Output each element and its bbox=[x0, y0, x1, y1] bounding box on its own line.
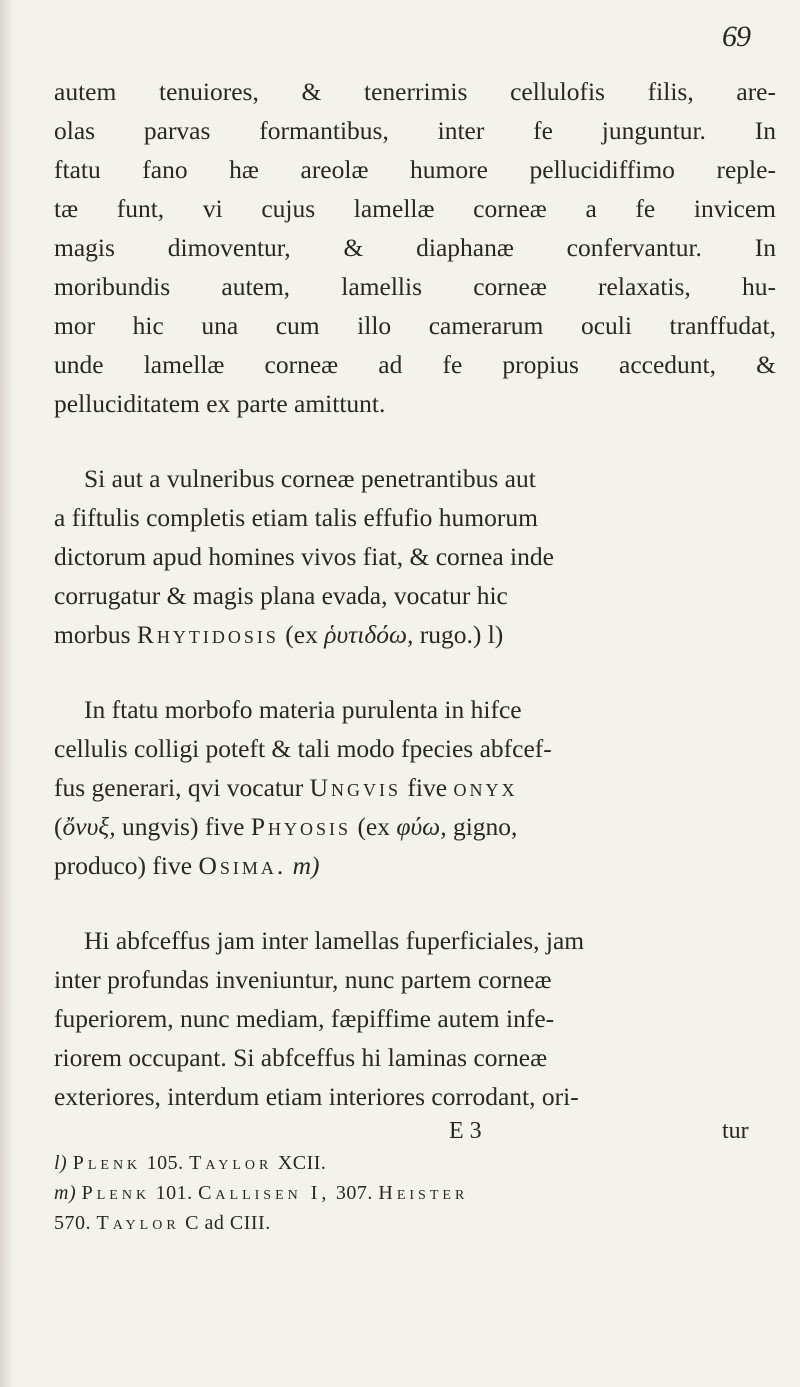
author-name: Plenk bbox=[81, 1182, 151, 1204]
word: diaphanæ bbox=[416, 233, 514, 262]
word: & bbox=[756, 350, 776, 379]
text-line: dictorum apud homines vivos fiat, & cornea inde bbox=[54, 542, 554, 571]
word: corneæ bbox=[473, 194, 547, 223]
footnote-mark: m) bbox=[54, 1182, 77, 1204]
word: inter bbox=[437, 116, 485, 145]
word: junguntur. bbox=[601, 116, 706, 145]
word: corneæ bbox=[473, 272, 547, 301]
greek-word: φύω, bbox=[396, 812, 447, 841]
word: hu- bbox=[742, 272, 776, 301]
text-line bbox=[54, 189, 776, 228]
greek-word: ῥυτιδόω, bbox=[324, 620, 414, 649]
paragraph-1 bbox=[54, 72, 776, 423]
text-line bbox=[54, 306, 776, 345]
text-line: a fiftulis completis etiam talis effufio humorum bbox=[54, 503, 538, 532]
text-fragment: XCII. bbox=[272, 1152, 327, 1174]
paragraph-gap bbox=[54, 654, 776, 690]
word: confervantur. bbox=[566, 233, 702, 262]
word: ad bbox=[378, 350, 403, 379]
text-line bbox=[54, 267, 776, 306]
word: & bbox=[343, 233, 364, 262]
paragraph-3 bbox=[54, 690, 776, 885]
word: hic bbox=[132, 311, 164, 340]
page-number: 69 bbox=[722, 20, 750, 53]
word: camerarum bbox=[428, 311, 544, 340]
word: magis bbox=[54, 233, 115, 262]
word: humore bbox=[410, 155, 488, 184]
author-name: Heister bbox=[378, 1182, 469, 1204]
word: formantibus, bbox=[259, 116, 389, 145]
disease-term: Ungvis bbox=[309, 773, 402, 802]
word: fe bbox=[635, 194, 656, 223]
text-line-with-term bbox=[54, 807, 776, 846]
footnotes bbox=[54, 1148, 776, 1238]
word: lamellis bbox=[341, 272, 422, 301]
text-fragment: ungvis) five bbox=[115, 812, 251, 841]
word: oculi bbox=[580, 311, 632, 340]
text-fragment: gigno, bbox=[446, 812, 518, 841]
footnote-mark: l) bbox=[54, 1152, 68, 1174]
word: tæ bbox=[54, 194, 79, 223]
footnote bbox=[54, 1148, 776, 1178]
catchword: tur bbox=[722, 1118, 749, 1144]
text-fragment: m) bbox=[286, 851, 320, 880]
page-edge-shadow bbox=[0, 0, 14, 1387]
disease-term: Phyosis bbox=[250, 812, 352, 841]
text-fragment: rugo.) l) bbox=[413, 620, 504, 649]
text-line: In ftatu morbofo materia purulenta in hifce bbox=[84, 695, 522, 724]
signature-mark: E 3 bbox=[449, 1118, 482, 1144]
word: autem, bbox=[221, 272, 291, 301]
word: tranffudat, bbox=[669, 311, 776, 340]
word: areolæ bbox=[300, 155, 369, 184]
word: reple- bbox=[716, 155, 776, 184]
word: tenuiores, bbox=[158, 77, 259, 106]
word: fe bbox=[533, 116, 553, 145]
word: & bbox=[301, 77, 322, 106]
word: pellucidiffimo bbox=[529, 155, 675, 184]
paragraph-2 bbox=[54, 459, 776, 654]
text-line: cellulis colligi poteft & tali modo fpecies abfcef- bbox=[54, 734, 552, 763]
text-fragment: 307. bbox=[330, 1182, 379, 1204]
text-line bbox=[54, 111, 776, 150]
author-name: Callisen I, bbox=[198, 1182, 331, 1204]
word: unde bbox=[54, 350, 104, 379]
text-line bbox=[54, 228, 776, 267]
text-fragment: (ex bbox=[351, 812, 397, 841]
word: mor bbox=[54, 311, 96, 340]
greek-word: ὄνυξ, bbox=[62, 812, 116, 841]
text-line: fuperiorem, nunc mediam, fæpiffime autem infe- bbox=[54, 1004, 555, 1033]
disease-term: onyx bbox=[453, 773, 518, 802]
text-line: Si aut a vulneribus corneæ penetrantibus aut bbox=[84, 464, 536, 493]
word: olas bbox=[54, 116, 96, 145]
author-name: Taylor bbox=[96, 1212, 180, 1234]
text-line: corrugatur & magis plana evada, vocatur hic bbox=[54, 581, 508, 610]
word: lamellæ bbox=[143, 350, 225, 379]
word: propius bbox=[502, 350, 579, 379]
word: filis, bbox=[647, 77, 694, 106]
word: una bbox=[201, 311, 239, 340]
signature-line bbox=[54, 1116, 776, 1146]
word: parvas bbox=[143, 116, 211, 145]
text-line-with-term bbox=[54, 615, 776, 654]
word: funt, bbox=[116, 194, 165, 223]
text-fragment: 105. bbox=[141, 1152, 190, 1174]
word: hæ bbox=[229, 155, 259, 184]
word: In bbox=[754, 233, 776, 262]
text-line: Hi abfceffus jam inter lamellas fuperficiales, jam bbox=[84, 926, 585, 955]
word: fano bbox=[142, 155, 188, 184]
text-line: inter profundas inveniuntur, nunc partem corneæ bbox=[54, 965, 552, 994]
paragraph-gap bbox=[54, 423, 776, 459]
word: vi bbox=[202, 194, 223, 223]
text-line: exteriores, interdum etiam interiores corrodant, ori- bbox=[54, 1082, 579, 1111]
author-name: Plenk bbox=[72, 1152, 142, 1174]
word: cellulofis bbox=[510, 77, 605, 106]
word: relaxatis, bbox=[598, 272, 691, 301]
word: a bbox=[585, 194, 597, 223]
word: autem bbox=[54, 77, 117, 106]
text-fragment: produco) five bbox=[54, 851, 199, 880]
text-line: pelluciditatem ex parte amittunt. bbox=[54, 389, 386, 418]
paragraph-4 bbox=[54, 921, 776, 1116]
word: corneæ bbox=[264, 350, 339, 379]
page-body bbox=[54, 72, 776, 1238]
word: moribundis bbox=[54, 272, 171, 301]
word: dimoventur, bbox=[167, 233, 291, 262]
text-line-with-term bbox=[54, 768, 776, 807]
word: cum bbox=[275, 311, 320, 340]
text-fragment: morbus bbox=[54, 620, 137, 649]
word: ftatu bbox=[54, 155, 101, 184]
word: accedunt, bbox=[619, 350, 716, 379]
text-line bbox=[54, 72, 776, 111]
text-line bbox=[54, 150, 776, 189]
word: cujus bbox=[261, 194, 316, 223]
word: invicem bbox=[693, 194, 776, 223]
word: illo bbox=[357, 311, 392, 340]
text-fragment: 101. bbox=[150, 1182, 199, 1204]
text-line: riorem occupant. Si abfceffus hi laminas corneæ bbox=[54, 1043, 548, 1072]
disease-term: Osima. bbox=[198, 851, 287, 880]
text-fragment: (ex bbox=[278, 620, 325, 649]
text-fragment: ( bbox=[54, 812, 63, 841]
footnote-continuation bbox=[54, 1208, 776, 1238]
text-fragment: fus generari, qvi vocatur bbox=[54, 773, 310, 802]
text-fragment: C ad CIII. bbox=[179, 1212, 271, 1234]
text-line-with-term bbox=[54, 846, 776, 885]
disease-term: Rhytidosis bbox=[136, 620, 279, 649]
footnote bbox=[54, 1178, 776, 1208]
word: tenerrimis bbox=[364, 77, 468, 106]
text-line bbox=[54, 345, 776, 384]
text-fragment: 570. bbox=[54, 1212, 97, 1234]
word: lamellæ bbox=[353, 194, 435, 223]
word: fe bbox=[442, 350, 463, 379]
word: In bbox=[754, 116, 776, 145]
author-name: Taylor bbox=[189, 1152, 273, 1174]
text-fragment: five bbox=[401, 773, 454, 802]
word: are- bbox=[736, 77, 776, 106]
paragraph-gap bbox=[54, 885, 776, 921]
